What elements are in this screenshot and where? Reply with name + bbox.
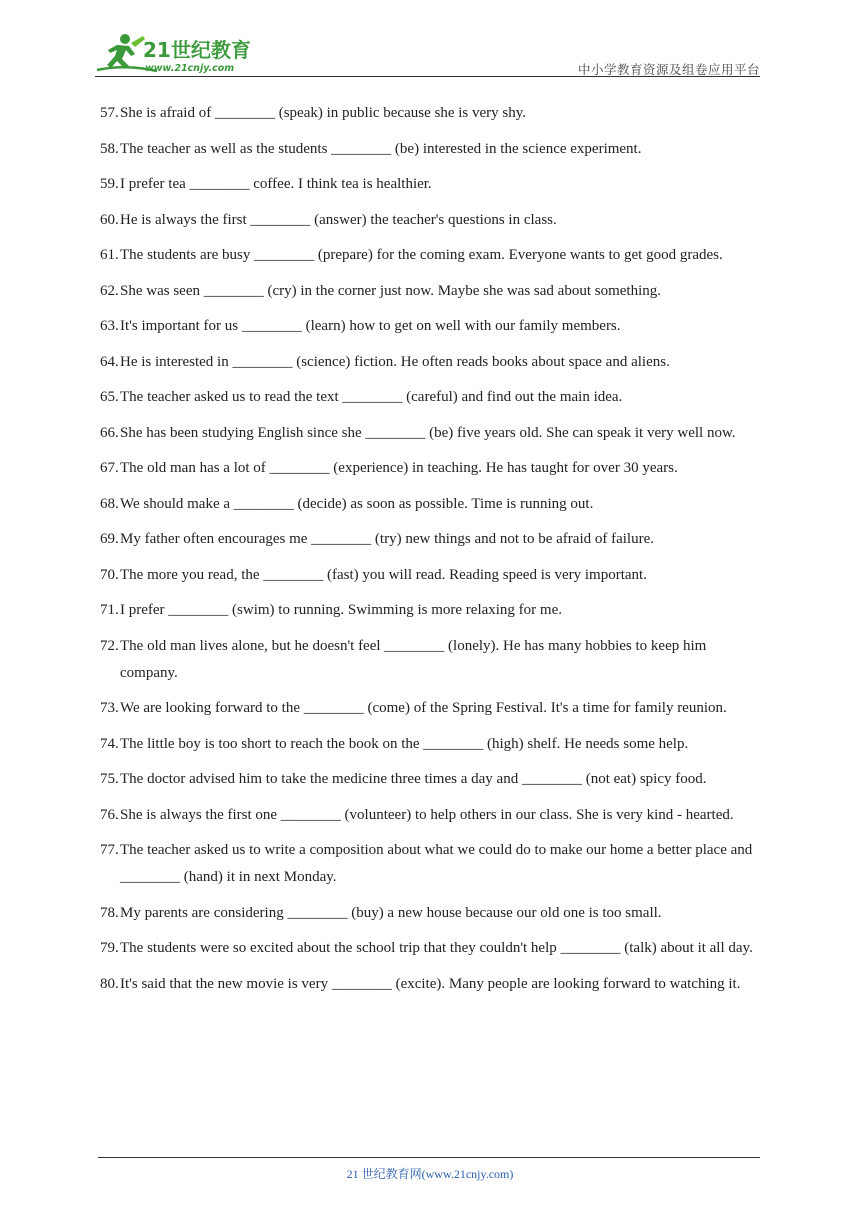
question-item bbox=[100, 526, 762, 553]
question-number: 62. bbox=[100, 282, 119, 299]
question-item bbox=[100, 313, 762, 340]
question-item bbox=[100, 491, 762, 518]
question-item bbox=[100, 171, 762, 198]
question-number: 70. bbox=[100, 566, 119, 583]
question-item bbox=[100, 242, 762, 269]
question-text: The little boy is too short to reach the book on the ________ (high) shelf. He needs some help. bbox=[120, 735, 689, 752]
question-text: We are looking forward to the ________ (come) of the Spring Festival. It's a time for family reunion. bbox=[120, 700, 727, 716]
question-number: 69. bbox=[100, 531, 119, 547]
question-text: It's said that the new movie is very ________ (excite). Many people are looking forward to watching it. bbox=[120, 975, 741, 992]
question-item bbox=[100, 695, 762, 722]
question-item bbox=[100, 100, 762, 127]
question-number: 64. bbox=[100, 353, 119, 370]
question-item bbox=[100, 420, 762, 447]
question-item bbox=[100, 971, 762, 998]
question-text: The teacher asked us to read the text ________ (careful) and find out the main idea. bbox=[120, 389, 623, 405]
question-number: 78. bbox=[100, 904, 119, 921]
svg-text:www.21cnjy.com: www.21cnjy.com bbox=[145, 63, 235, 74]
question-item bbox=[100, 766, 762, 793]
question-item bbox=[100, 900, 762, 927]
question-text: She was seen ________ (cry) in the corner just now. Maybe she was sad about something. bbox=[120, 282, 661, 299]
question-text: It's important for us ________ (learn) how to get on well with our family members. bbox=[120, 318, 621, 334]
question-item bbox=[100, 802, 762, 829]
question-text: The old man lives alone, but he doesn't feel ________ (lonely). He has many hobbies to keep him company. bbox=[120, 637, 707, 681]
question-item bbox=[100, 837, 762, 891]
question-text: She has been studying English since she ________ (be) five years old. She can speak it very well now. bbox=[120, 424, 736, 441]
question-text: I prefer tea ________ coffee. I think tea is healthier. bbox=[120, 176, 432, 192]
question-text: The students were so excited about the school trip that they couldn't help ________ (talk) about it all day. bbox=[120, 940, 753, 956]
question-number: 67. bbox=[100, 460, 119, 476]
question-item bbox=[100, 349, 762, 376]
question-number: 61. bbox=[100, 247, 119, 263]
question-text: The more you read, the ________ (fast) you will read. Reading speed is very important. bbox=[120, 566, 647, 583]
question-number: 73. bbox=[100, 700, 119, 716]
question-number: 80. bbox=[100, 975, 119, 992]
svg-text:21世纪教育: 21世纪教育 bbox=[143, 38, 251, 62]
footer-text: 21 世纪教育网(www.21cnjy.com) bbox=[346, 1167, 514, 1181]
question-text: My father often encourages me ________ (try) new things and not to be afraid of failure. bbox=[120, 531, 654, 547]
question-item bbox=[100, 562, 762, 589]
question-number: 59. bbox=[100, 176, 119, 192]
question-number: 76. bbox=[100, 806, 119, 823]
question-item bbox=[100, 455, 762, 482]
question-number: 58. bbox=[100, 140, 119, 157]
question-item bbox=[100, 597, 762, 624]
question-number: 60. bbox=[100, 211, 119, 228]
question-item bbox=[100, 384, 762, 411]
question-list bbox=[100, 100, 762, 1006]
question-text: He is interested in ________ (science) fiction. He often reads books about space and aliens. bbox=[120, 353, 670, 370]
logo-21cnjy bbox=[95, 30, 265, 76]
question-number: 68. bbox=[100, 495, 119, 512]
question-text: She is always the first one ________ (volunteer) to help others in our class. She is very kind - hearted. bbox=[120, 806, 734, 823]
question-text: My parents are considering ________ (buy) a new house because our old one is too small. bbox=[120, 904, 662, 921]
question-text: I prefer ________ (swim) to running. Swimming is more relaxing for me. bbox=[120, 602, 563, 618]
question-text: The doctor advised him to take the medicine three times a day and ________ (not eat) spicy food. bbox=[120, 771, 707, 787]
question-number: 71. bbox=[100, 602, 119, 618]
question-item bbox=[100, 207, 762, 234]
question-number: 57. bbox=[100, 105, 119, 121]
question-number: 75. bbox=[100, 771, 119, 787]
question-text: The students are busy ________ (prepare) for the coming exam. Everyone wants to get good grades. bbox=[120, 247, 723, 263]
question-text: The old man has a lot of ________ (experience) in teaching. He has taught for over 30 years. bbox=[120, 460, 678, 476]
question-number: 72. bbox=[100, 637, 119, 654]
question-number: 79. bbox=[100, 940, 119, 956]
question-item bbox=[100, 731, 762, 758]
question-number: 74. bbox=[100, 735, 119, 752]
question-number: 77. bbox=[100, 842, 119, 858]
question-item bbox=[100, 136, 762, 163]
question-number: 65. bbox=[100, 389, 119, 405]
question-text: We should make a ________ (decide) as soon as possible. Time is running out. bbox=[120, 495, 594, 512]
question-number: 66. bbox=[100, 424, 119, 441]
question-item bbox=[100, 278, 762, 305]
question-text: The teacher asked us to write a composition about what we could do to make our home a better place and ________ (hand) it in next Monday. bbox=[120, 842, 753, 885]
question-number: 63. bbox=[100, 318, 119, 334]
footer-divider bbox=[98, 1157, 760, 1158]
header-tagline: 中小学教育资源及组卷应用平台 bbox=[577, 62, 760, 77]
question-item bbox=[100, 633, 762, 687]
question-text: The teacher as well as the students ________ (be) interested in the science experiment. bbox=[120, 140, 642, 157]
page-header bbox=[95, 30, 760, 78]
question-text: She is afraid of ________ (speak) in public because she is very shy. bbox=[120, 105, 527, 121]
header-divider bbox=[95, 76, 760, 77]
question-text: He is always the first ________ (answer) the teacher's questions in class. bbox=[120, 211, 557, 228]
question-item bbox=[100, 935, 762, 962]
runner-icon bbox=[107, 34, 145, 69]
